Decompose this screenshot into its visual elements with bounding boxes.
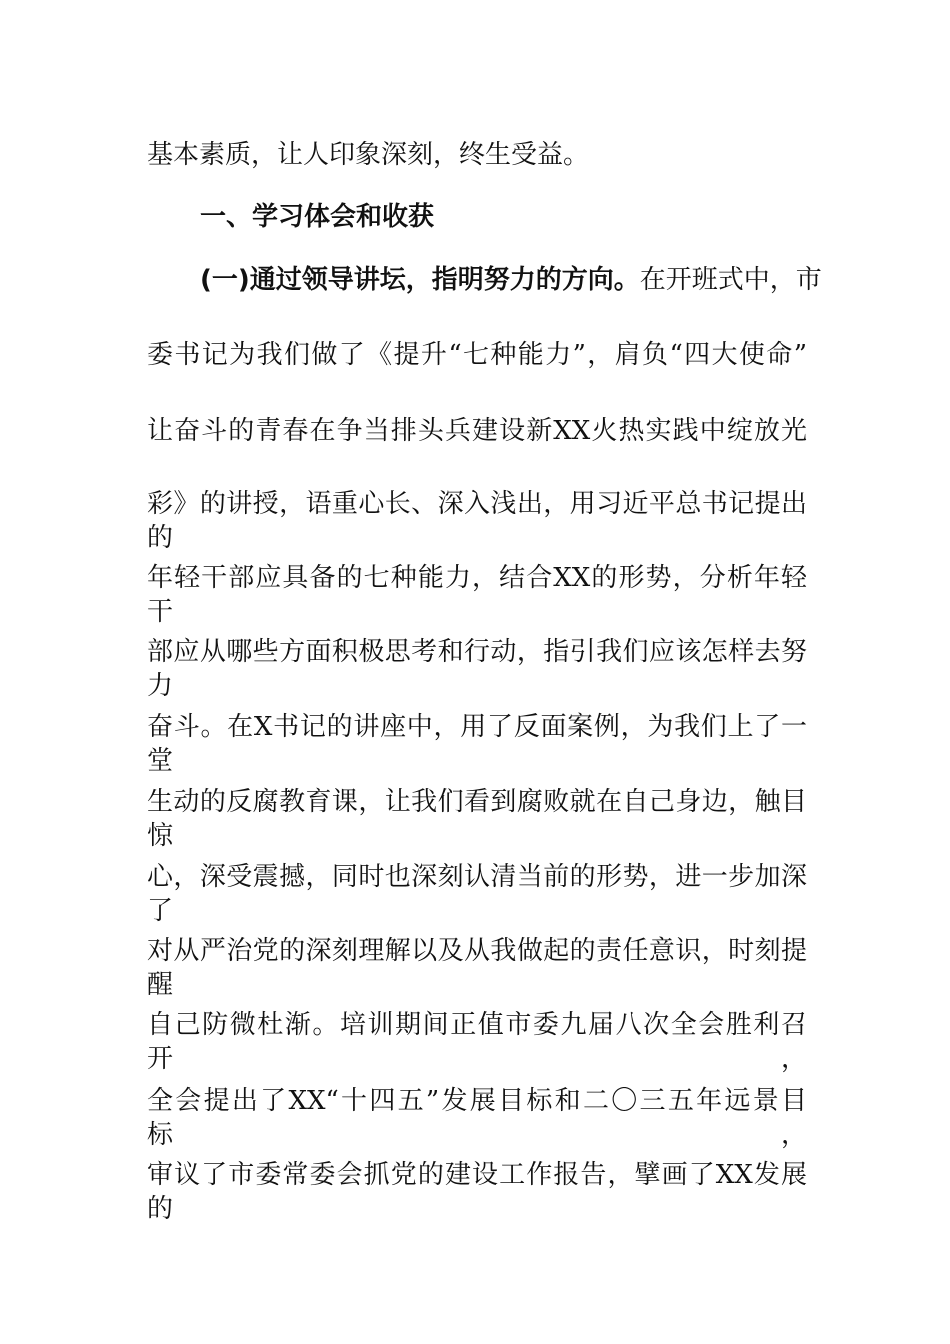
text-line-15: 审议了市委常委会抓党的建设工作报告，擘画了XX发展的 (147, 1160, 807, 1224)
text-line-7: 年轻干部应具备的七种能力，结合XX的形势，分析年轻干 (147, 563, 807, 627)
text-line-5: 让奋斗的青春在争当排头兵建设新XX火热实践中绽放光 (147, 416, 807, 446)
text-line-13: 自己防微杜渐。培训期间正值市委九届八次全会胜利召开， (147, 1010, 807, 1074)
text-line-12: 对从严治党的深刻理解以及从我做起的责任意识，时刻提醒 (147, 936, 807, 1000)
text-line-4: 委书记为我们做了《提升“七种能力”，肩负“四大使命” (147, 340, 807, 370)
subsection-lead-text: 在开班式中，市 (639, 265, 822, 295)
section-heading: 一、学习体会和收获 (200, 202, 435, 232)
text-line-3 (200, 263, 822, 297)
text-line-8: 部应从哪些方面积极思考和行动，指引我们应该怎样去努力 (147, 637, 807, 701)
text-line-9: 奋斗。在X书记的讲座中，用了反面案例，为我们上了一堂 (147, 712, 807, 776)
subsection-heading: (一)通过领导讲坛，指明努力的方向。 (200, 265, 640, 295)
text-line-10: 生动的反腐教育课，让我们看到腐败就在自己身边，触目惊 (147, 787, 807, 851)
text-line-1: 基本素质，让人印象深刻，终生受益。 (147, 140, 590, 170)
text-line-14: 全会提出了XX“十四五”发展目标和二〇三五年远景目标， (147, 1086, 807, 1150)
text-line-11: 心，深受震撼，同时也深刻认清当前的形势，进一步加深了 (147, 862, 807, 926)
text-line-6: 彩》的讲授，语重心长、深入浅出，用习近平总书记提出的 (147, 489, 807, 553)
